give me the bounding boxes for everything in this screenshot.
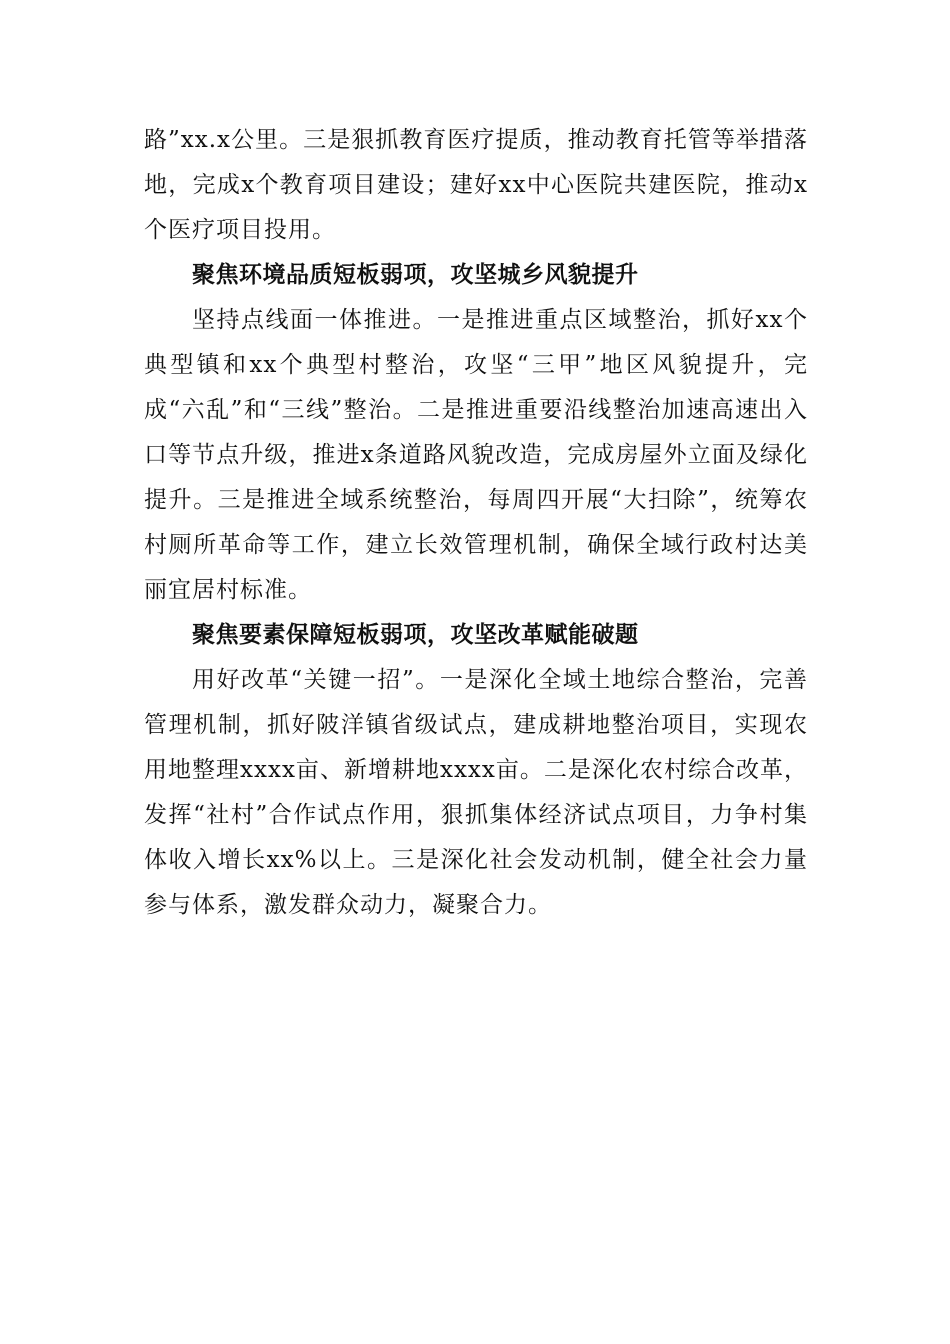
paragraph-reform: 用好改革“关键一招”。一是深化全域土地综合整治，完善管理机制，抓好陂洋镇省级试点，建成耕地整治项目，实现农用地整理xxxx亩、新增耕地xxxx亩。二是深化农村综合改革，发挥“社村”合作试点作用，狠抓集体经济试点项目，力争村集体收入增长xx%以上。三是深化社会发动机制，健全社会力量参与体系，激发群众动力，凝聚合力。 — [144, 667, 808, 918]
document-body — [144, 118, 808, 928]
paragraph-environment: 坚持点线面一体推进。一是推进重点区域整治，抓好xx个典型镇和xx个典型村整治，攻坚“三甲”地区风貌提升，完成“六乱”和“三线”整治。二是推进重要沿线整治加速高速出入口等节点升级，推进x条道路风貌改造，完成房屋外立面及绿化提升。三是推进全域系统整治，每周四开展“大扫除”，统筹农村厕所革命等工作，建立长效管理机制，确保全域行政村达美丽宜居村标准。 — [144, 307, 808, 603]
section-heading-environment: 聚焦环境品质短板弱项，攻坚城乡风貌提升 — [192, 262, 639, 288]
section-heading-reform: 聚焦要素保障短板弱项，攻坚改革赋能破题 — [192, 622, 639, 648]
paragraph-education-health: 路”xx.x公里。三是狠抓教育医疗提质，推动教育托管等举措落地，完成x个教育项目建设；建好xx中心医院共建医院，推动x个医疗项目投用。 — [144, 127, 808, 243]
